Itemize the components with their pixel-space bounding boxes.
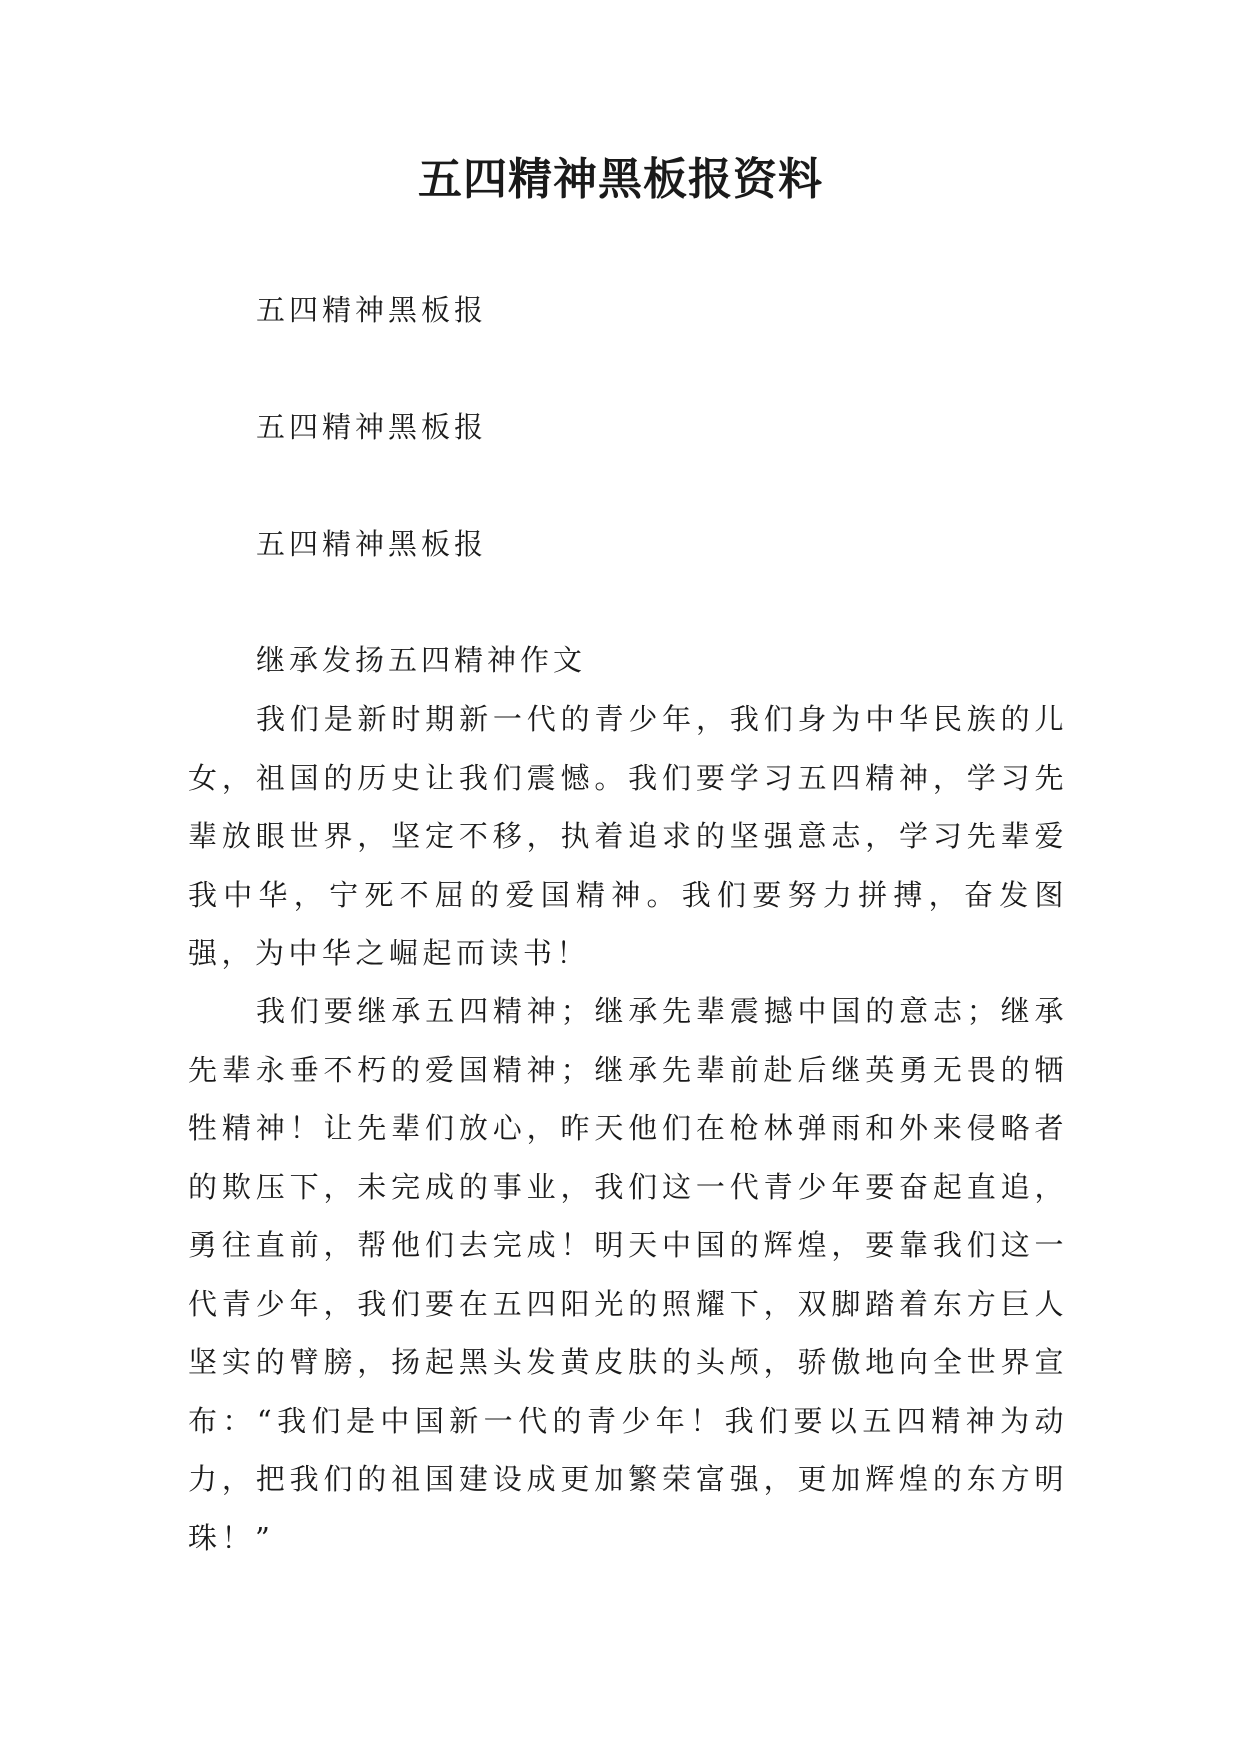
document-title: 五四精神黑板报资料 [418,154,823,205]
section-heading-1: 五四精神黑板报 [256,293,488,327]
essay-paragraph-2: 我们要继承五四精神；继承先辈震撼中国的意志；继承先辈永垂不朽的爱国精神；继承先辈前赴后继英勇无畏的牺牲精神！让先辈们放心，昨天他们在枪林弹雨和外来侵略者的欺压下，未完成的事业，我们这一代青少年要奋起直追，勇往直前，帮他们去完成！明天中国的辉煌，要靠我们这一代青少年，我们要在五四阳光的照耀下，双脚踏着东方巨人坚实的臂膀，扬起黑头发黄皮肤的头颅，骄傲地向全世界宣布：“我们是中国新一代的青少年！我们要以五四精神为动力，把我们的祖国建设成更加繁荣富强，更加辉煌的东方明珠！” [188,994,1068,1555]
essay-paragraph-1: 我们是新时期新一代的青少年，我们身为中华民族的儿女，祖国的历史让我们震憾。我们要学习五四精神，学习先辈放眼世界，坚定不移，执着追求的坚强意志，学习先辈爱我中华，宁死不屈的爱国精神。我们要努力拼搏，奋发图强，为中华之崛起而读书！ [188,702,1068,970]
essay-heading: 继承发扬五四精神作文 [256,643,587,677]
section-heading-2: 五四精神黑板报 [256,410,488,444]
section-heading-3: 五四精神黑板报 [256,527,488,561]
